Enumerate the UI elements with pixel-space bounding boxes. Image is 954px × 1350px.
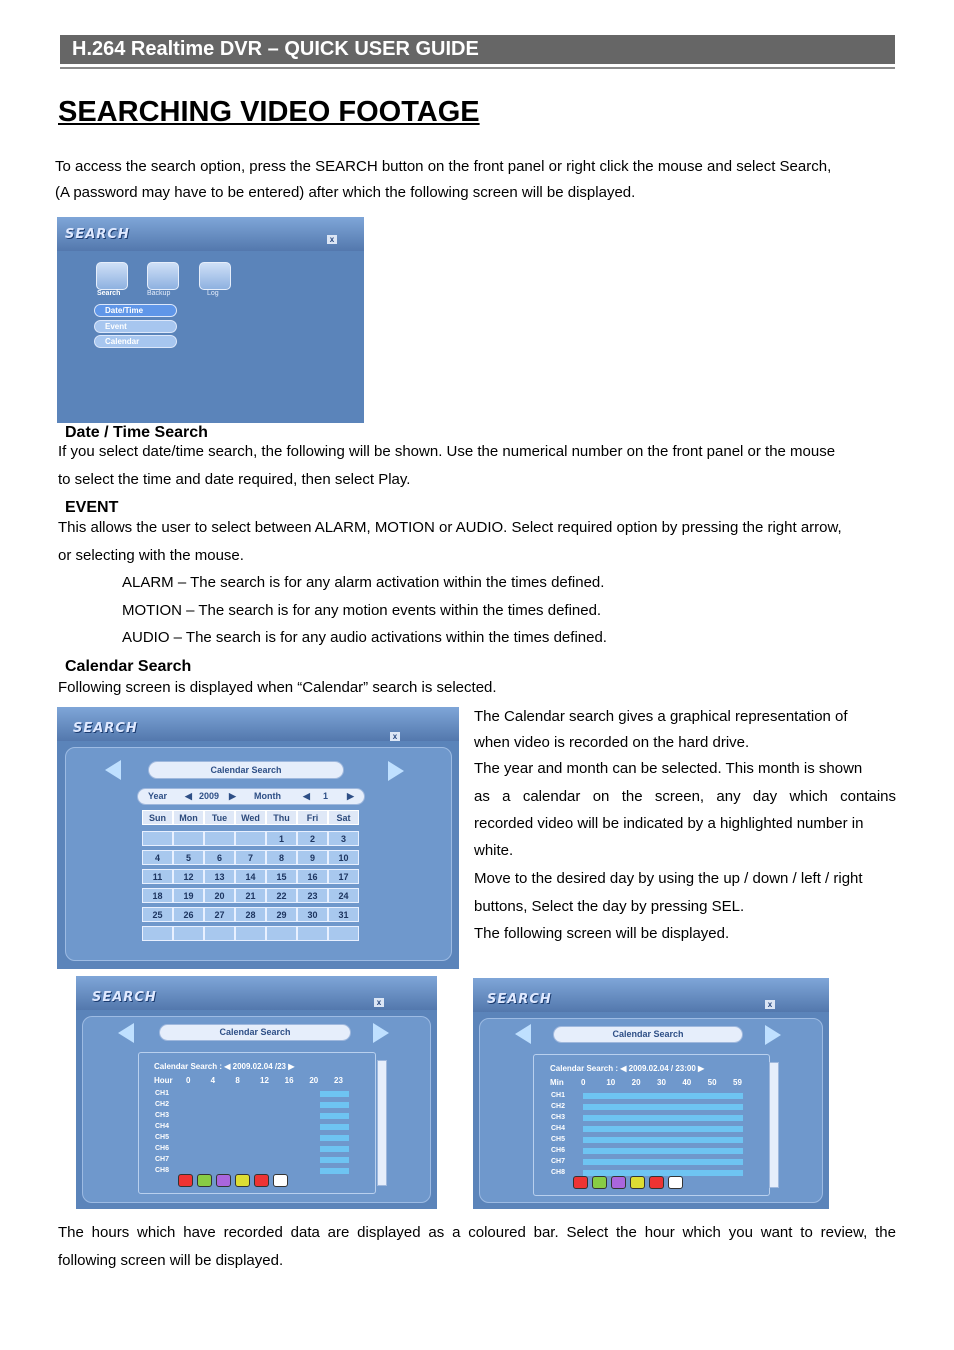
channel-label: CH7: [155, 1156, 170, 1163]
menu-item-datetime[interactable]: Date/Time: [94, 304, 177, 317]
month-value[interactable]: 1: [323, 791, 329, 801]
recording-bar[interactable]: [320, 1124, 349, 1130]
recording-bar[interactable]: [320, 1135, 349, 1141]
channel-label: CH8: [155, 1167, 170, 1174]
calendar-day[interactable]: 26: [173, 907, 204, 922]
recording-bar[interactable]: [320, 1168, 349, 1174]
year-value[interactable]: 2009: [199, 791, 220, 801]
event-line-2: or selecting with the mouse.: [58, 547, 244, 564]
calendar-day: [328, 926, 359, 941]
channel-label: CH1: [551, 1092, 566, 1099]
next-arrow-icon[interactable]: [765, 1025, 781, 1045]
calendar-day: [235, 926, 266, 941]
channel-label: CH4: [551, 1125, 566, 1132]
event-alarm: ALARM – The search is for any alarm activation within the times defined.: [122, 574, 605, 591]
hour-view-screenshot: [76, 976, 437, 1209]
recording-bar[interactable]: [320, 1113, 349, 1119]
event-heading: EVENT: [65, 499, 119, 516]
calendar-screenshot: [57, 707, 459, 969]
recording-bar[interactable]: [583, 1126, 743, 1132]
calendar-day[interactable]: 3: [328, 831, 359, 846]
calendar-p2-l4: white.: [474, 842, 514, 859]
time-tick: 20: [631, 1078, 641, 1087]
channel-label: CH2: [155, 1101, 170, 1108]
stop-icon: [649, 1176, 664, 1189]
calendar-day: [173, 831, 204, 846]
calendar-day[interactable]: 1: [266, 831, 297, 846]
calendar-day[interactable]: 2: [297, 831, 328, 846]
time-tick: 0: [186, 1076, 191, 1085]
search-logo: SEARCH: [92, 990, 157, 1005]
calendar-intro: Following screen is displayed when “Calendar” search is selected.: [58, 679, 497, 696]
next-arrow-icon[interactable]: [388, 761, 404, 781]
backup-icon-label: Backup: [147, 290, 171, 297]
calendar-day: [142, 926, 173, 941]
pos-icon: [630, 1176, 645, 1189]
calendar-day[interactable]: 5: [173, 850, 204, 865]
recording-bar[interactable]: [583, 1115, 743, 1121]
day-header: Thu: [266, 810, 297, 825]
recording-bar[interactable]: [583, 1104, 743, 1110]
channel-label: CH5: [155, 1134, 170, 1141]
prev-arrow-icon[interactable]: [515, 1024, 531, 1044]
recording-bar[interactable]: [320, 1091, 349, 1097]
day-header: Mon: [173, 810, 204, 825]
channel-label: CH6: [551, 1147, 566, 1154]
calendar-title: Calendar Search: [148, 761, 344, 779]
minute-row-label: Min: [550, 1078, 564, 1087]
calendar-day[interactable]: 6: [204, 850, 235, 865]
hour-header: Calendar Search : ◀ 2009.02.04 /23 ▶: [154, 1062, 295, 1071]
calendar-p2-l1: The year and month can be selected. This month is shown: [474, 760, 863, 777]
minute-view-screenshot: [473, 978, 829, 1209]
calendar-day[interactable]: 9: [297, 850, 328, 865]
search-logo: SEARCH: [65, 227, 130, 242]
channel-label: CH3: [155, 1112, 170, 1119]
calendar-day[interactable]: 18: [142, 888, 173, 903]
page-title: SEARCHING VIDEO FOOTAGE: [58, 96, 480, 128]
close-icon[interactable]: x: [765, 1000, 775, 1009]
search-menu-screenshot: [57, 217, 364, 423]
recording-bar[interactable]: [583, 1159, 743, 1165]
event-audio: AUDIO – The search is for any audio activations within the times defined.: [122, 629, 607, 646]
channel-label: CH7: [551, 1158, 566, 1165]
calendar-day[interactable]: 14: [235, 869, 266, 884]
search-logo: SEARCH: [487, 992, 552, 1007]
recording-bar[interactable]: [583, 1170, 743, 1176]
datetime-line-1: If you select date/time search, the following will be shown. Use the numerical number on the front panel or the mouse: [58, 443, 836, 460]
calendar-day[interactable]: 24: [328, 888, 359, 903]
time-tick: 10: [606, 1078, 616, 1087]
hour-row-label: Hour: [154, 1076, 173, 1085]
channel-label: CH1: [155, 1090, 170, 1097]
stop-icon: [254, 1174, 269, 1187]
channel-label: CH8: [551, 1169, 566, 1176]
recording-bar[interactable]: [320, 1157, 349, 1163]
scrollbar[interactable]: [769, 1062, 779, 1188]
intro-line-2: (A password may have to be entered) after which the following screen will be displayed.: [55, 184, 636, 201]
log-icon[interactable]: [199, 262, 231, 290]
day-header: Wed: [235, 810, 266, 825]
calendar-p4: The following screen will be displayed.: [474, 925, 730, 942]
calendar-day[interactable]: 21: [235, 888, 266, 903]
prev-arrow-icon[interactable]: [118, 1023, 134, 1043]
calendar-day[interactable]: 17: [328, 869, 359, 884]
calendar-day[interactable]: 20: [204, 888, 235, 903]
time-tick: 50: [707, 1078, 717, 1087]
year-prev-icon[interactable]: ◀: [185, 791, 192, 801]
day-header: Fri: [297, 810, 328, 825]
day-header: Tue: [204, 810, 235, 825]
alarm-icon: [573, 1176, 588, 1189]
recording-bar[interactable]: [320, 1146, 349, 1152]
month-prev-icon[interactable]: ◀: [303, 791, 310, 801]
time-tick: 40: [682, 1078, 692, 1087]
next-arrow-icon[interactable]: [373, 1023, 389, 1043]
motion-icon: [197, 1174, 212, 1187]
time-tick: 8: [235, 1076, 240, 1085]
time-tick: 59: [733, 1078, 742, 1087]
calendar-day: [266, 926, 297, 941]
datetime-line-2: to select the time and date required, then select Play.: [58, 471, 411, 488]
calendar-day[interactable]: 8: [266, 850, 297, 865]
recording-bar[interactable]: [320, 1102, 349, 1108]
event-line-1: This allows the user to select between ALARM, MOTION or AUDIO. Select required option by pressing the right arrow,: [58, 519, 842, 536]
year-month-selector: [137, 788, 365, 805]
calendar-day[interactable]: 25: [142, 907, 173, 922]
calendar-p2-l2: as a calendar on the screen, any day which contains: [474, 788, 896, 805]
year-next-icon[interactable]: ▶: [229, 791, 236, 801]
calendar-day[interactable]: 31: [328, 907, 359, 922]
calendar-day[interactable]: 10: [328, 850, 359, 865]
calendar-day: [173, 926, 204, 941]
audio-icon: [611, 1176, 626, 1189]
motion-icon: [592, 1176, 607, 1189]
calendar-p2-l3: recorded video will be indicated by a highlighted number in: [474, 815, 864, 832]
year-label: Year: [148, 791, 168, 801]
channel-label: CH2: [551, 1103, 566, 1110]
log-icon-label: Log: [207, 290, 219, 297]
calendar-day[interactable]: 19: [173, 888, 204, 903]
month-label: Month: [254, 791, 281, 801]
hour-title: Calendar Search: [159, 1024, 351, 1041]
footer-line-1: The hours which have recorded data are displayed as a coloured bar. Select the hour which you want to review, the: [58, 1224, 896, 1241]
calendar-day[interactable]: 4: [142, 850, 173, 865]
recording-bar[interactable]: [583, 1093, 743, 1099]
channel-label: CH3: [551, 1114, 566, 1121]
search-icon[interactable]: [96, 262, 128, 290]
channel-label: CH4: [155, 1123, 170, 1130]
time-tick: 4: [210, 1076, 216, 1085]
calendar-day[interactable]: 30: [297, 907, 328, 922]
intro-line-1: To access the search option, press the SEARCH button on the front panel or right click the mouse and select Search,: [55, 158, 832, 175]
calendar-day[interactable]: 28: [235, 907, 266, 922]
scrollbar[interactable]: [377, 1060, 387, 1186]
text-icon: [273, 1174, 288, 1187]
event-motion: MOTION – The search is for any motion events within the times defined.: [122, 602, 602, 619]
footer-line-2: following screen will be displayed.: [58, 1252, 284, 1269]
day-header: Sun: [142, 810, 173, 825]
calendar-day: [235, 831, 266, 846]
close-icon[interactable]: x: [374, 998, 384, 1007]
alarm-icon: [178, 1174, 193, 1187]
header-rule: [60, 67, 895, 69]
audio-icon: [216, 1174, 231, 1187]
prev-arrow-icon[interactable]: [105, 760, 121, 780]
calendar-day: [204, 926, 235, 941]
close-icon[interactable]: x: [390, 732, 400, 741]
time-tick: 23: [334, 1076, 343, 1085]
calendar-day: [142, 831, 173, 846]
menu-item-calendar[interactable]: Calendar: [94, 335, 177, 348]
calendar-day[interactable]: 16: [297, 869, 328, 884]
calendar-p3-l2: buttons, Select the day by pressing SEL.: [474, 898, 745, 915]
channel-label: CH6: [155, 1145, 170, 1152]
month-next-icon[interactable]: ▶: [347, 791, 354, 801]
day-header: Sat: [328, 810, 359, 825]
time-tick: 12: [260, 1076, 269, 1085]
time-tick: 30: [657, 1078, 666, 1087]
calendar-day[interactable]: 13: [204, 869, 235, 884]
calendar-heading: Calendar Search: [65, 658, 192, 675]
time-tick: 20: [309, 1076, 319, 1085]
minute-header: Calendar Search : ◀ 2009.02.04 / 23:00 ▶: [550, 1064, 705, 1073]
calendar-day[interactable]: 29: [266, 907, 297, 922]
datetime-heading: Date / Time Search: [65, 424, 208, 441]
calendar-p1-l2: when video is recorded on the hard drive.: [474, 734, 750, 751]
calendar-day[interactable]: 15: [266, 869, 297, 884]
calendar-day[interactable]: 22: [266, 888, 297, 903]
recording-bar[interactable]: [583, 1148, 743, 1154]
calendar-day[interactable]: 12: [173, 869, 204, 884]
search-logo: SEARCH: [73, 721, 138, 736]
calendar-day[interactable]: 11: [142, 869, 173, 884]
minute-title: Calendar Search: [553, 1026, 743, 1043]
pos-icon: [235, 1174, 250, 1187]
backup-icon[interactable]: [147, 262, 179, 290]
menu-item-event[interactable]: Event: [94, 320, 177, 333]
time-tick: 16: [284, 1076, 294, 1085]
calendar-day[interactable]: 23: [297, 888, 328, 903]
recording-bar[interactable]: [583, 1137, 743, 1143]
calendar-p3-l1: Move to the desired day by using the up / down / left / right: [474, 870, 863, 887]
text-icon: [668, 1176, 683, 1189]
calendar-day[interactable]: 7: [235, 850, 266, 865]
calendar-p1-l1: The Calendar search gives a graphical representation of: [474, 708, 848, 725]
guide-header: H.264 Realtime DVR – QUICK USER GUIDE: [60, 35, 895, 64]
calendar-day: [204, 831, 235, 846]
calendar-day: [297, 926, 328, 941]
time-tick: 0: [581, 1078, 586, 1087]
channel-label: CH5: [551, 1136, 566, 1143]
search-icon-label: Search: [97, 290, 121, 297]
calendar-day[interactable]: 27: [204, 907, 235, 922]
close-icon[interactable]: x: [327, 235, 337, 244]
